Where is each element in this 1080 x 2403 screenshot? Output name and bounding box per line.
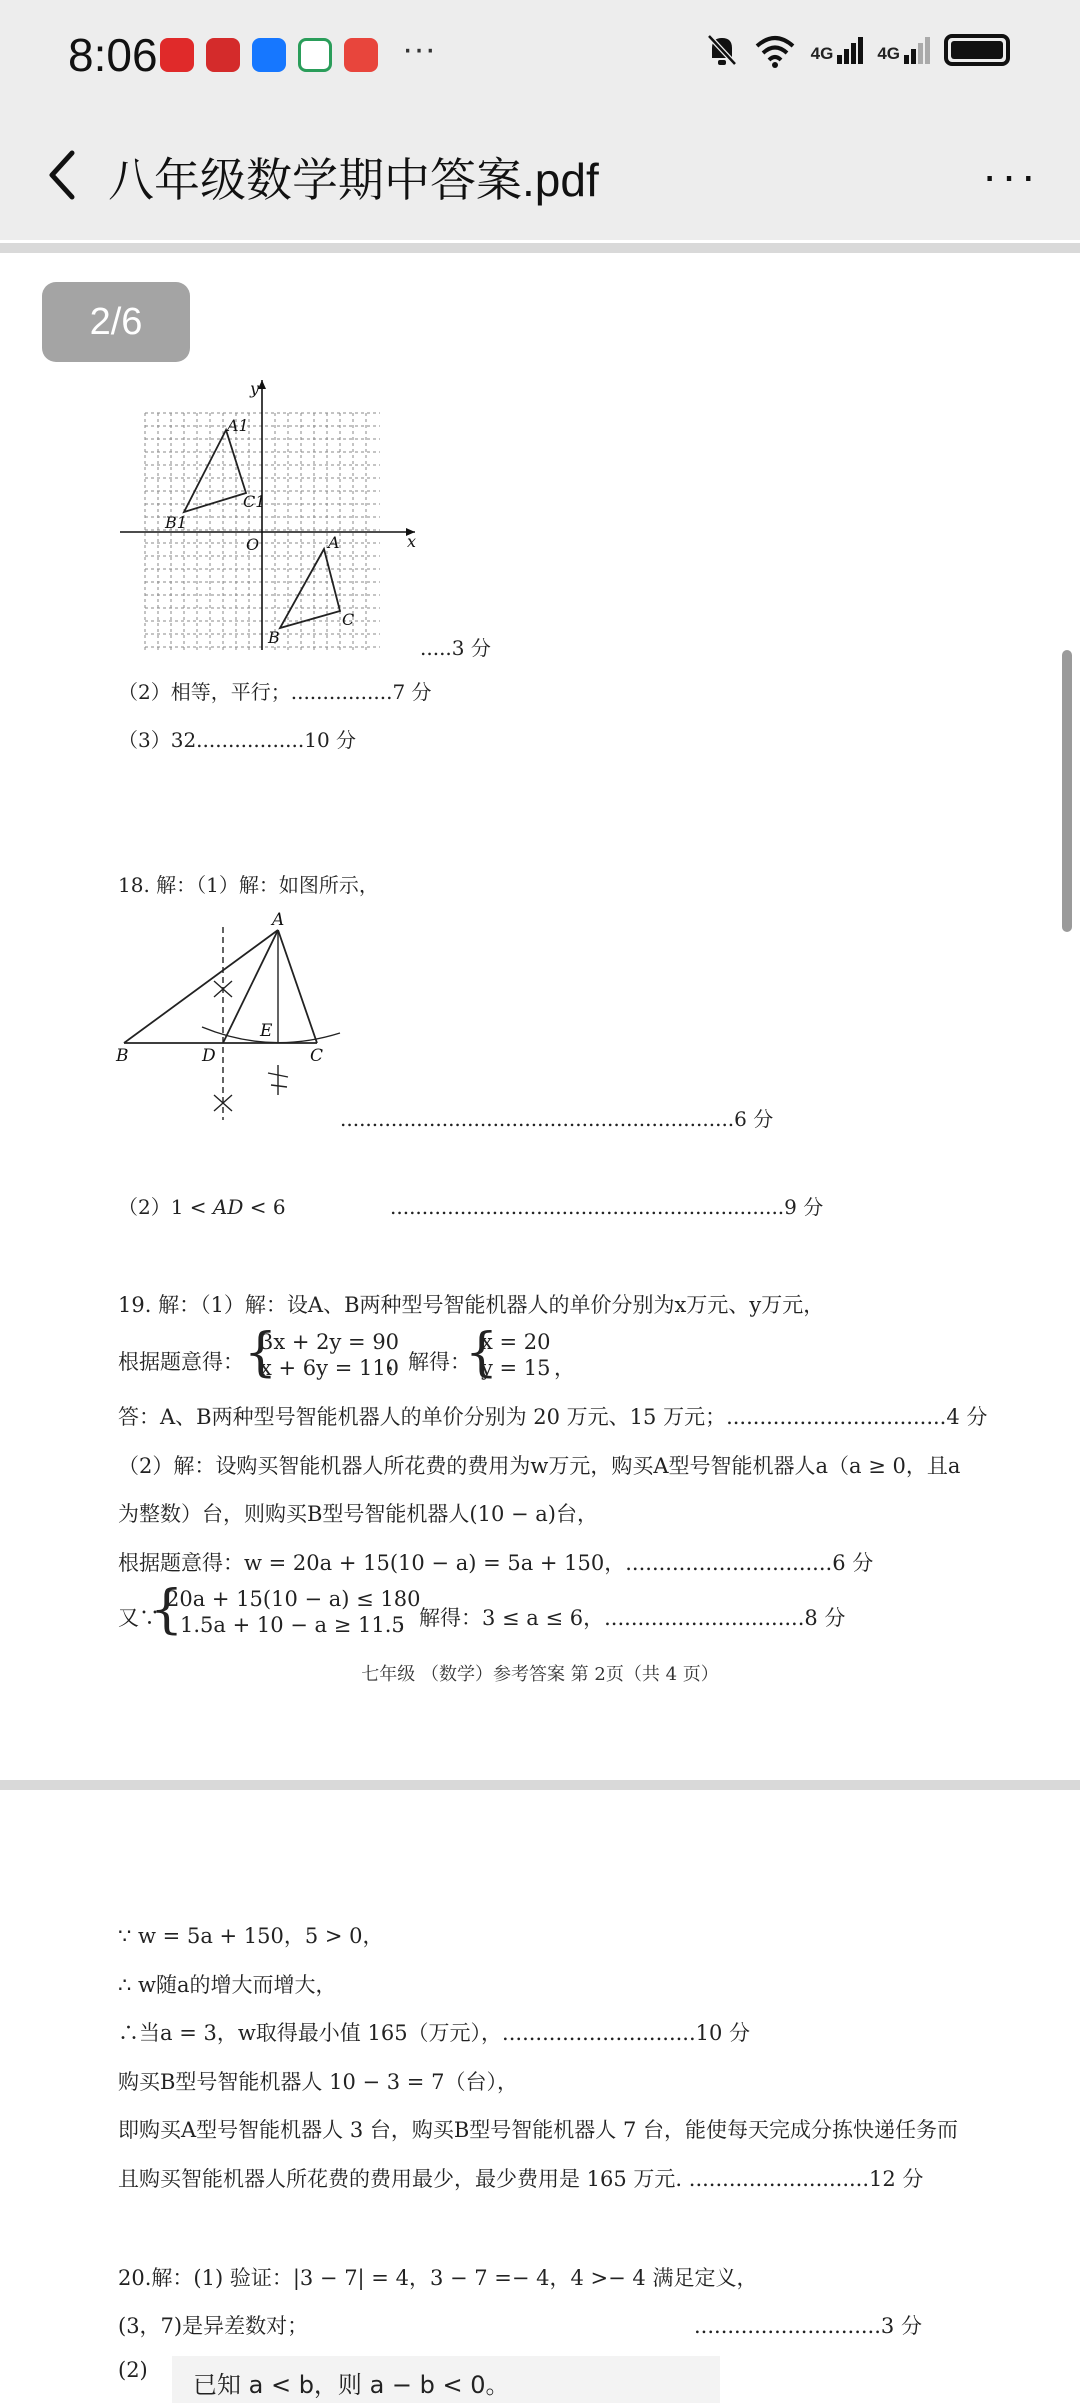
q20-known-condition: 已知 a < b，则 a − b < 0。	[193, 2371, 510, 2399]
point-b-label: B	[116, 1046, 129, 1066]
q19-line5: 为整数）台，则购买B型号智能机器人(10 − a)台，	[118, 1502, 599, 1526]
point-a-label: A	[328, 533, 340, 552]
scrollbar[interactable]	[1062, 650, 1072, 932]
q17-coordinate-figure	[115, 375, 425, 655]
axis-y-label: y	[250, 379, 260, 398]
q19-line2-pre: 根据题意得：	[118, 1350, 244, 1374]
document-title: 八年级数学期中答案.pdf	[108, 154, 599, 206]
point-c1-label: C1	[243, 492, 266, 511]
q19-line12: 即购买A型号智能机器人 3 台，购买B型号智能机器人 7 台，能使每天完成分拣快递任务而	[118, 2118, 959, 2142]
q19-line10: ∴当a = 3，w取得最小值 165（万元），.............................10 分	[118, 2021, 751, 2045]
q18-part2	[118, 1191, 286, 1220]
system2-eq2: y = 15	[481, 1356, 551, 1380]
q18-figure-score: ..............................................................6 分	[340, 1107, 774, 1131]
q19-system1	[260, 1329, 399, 1381]
status-time: 8:06	[68, 29, 158, 81]
system-brace: {	[465, 1323, 499, 1383]
point-a-label: A	[272, 910, 285, 930]
battery-icon	[944, 34, 1010, 66]
q19-line13: 且购买智能机器人所花费的费用最少，最少费用是 165 万元. ...........................12 分	[118, 2167, 924, 2191]
q18-triangle-figure	[110, 905, 350, 1130]
more-notifications-icon: ···	[402, 30, 436, 68]
page-divider	[0, 1780, 1080, 1790]
system-status	[705, 32, 1010, 68]
page-footer: 七年级 （数学）参考答案 第 2页（共 4 页）	[361, 1664, 719, 1685]
q19-system3	[166, 1586, 421, 1638]
point-a1-label: A1	[227, 416, 249, 435]
q19-line11: 购买B型号智能机器人 10 − 3 = 7（台），	[118, 2070, 518, 2094]
alipay-icon	[252, 38, 286, 72]
back-arrow-icon[interactable]	[38, 145, 88, 205]
q20-line1: 20.解：(1) 验证：|3 − 7| = 4，3 − 7 =− 4，4 >− 4 满足定义，	[118, 2266, 758, 2290]
q20-line2: (3，7)是异差数对；	[118, 2314, 309, 2338]
point-c-label: C	[310, 1046, 324, 1066]
notification-icons	[160, 38, 378, 72]
q19-line1: 19. 解：（1）解：设A、B两种型号智能机器人的单价分别为x万元、y万元，	[118, 1293, 825, 1317]
point-b1-label: B1	[165, 513, 187, 532]
q19-line2-end: ，	[554, 1356, 575, 1380]
point-b-label: B	[268, 628, 280, 647]
game-app-icon	[344, 38, 378, 72]
bank-app-icon	[206, 38, 240, 72]
q17-part3: （3）32.................10 分	[118, 728, 357, 752]
q19-line7-end: ，解得：3 ≤ a ≤ 6，..............................8 分	[398, 1606, 846, 1630]
point-e-label: E	[260, 1021, 273, 1041]
q18-intro: 18. 解：（1）解：如图所示，	[118, 873, 379, 897]
system-brace: {	[150, 1580, 184, 1640]
q19-line9: ∴ w随a的增大而增大，	[118, 1973, 337, 1997]
bank-green-icon	[298, 38, 332, 72]
page-indicator: 2/6	[42, 282, 190, 362]
system1-eq2: x + 6y = 110	[260, 1356, 400, 1380]
system-brace: {	[244, 1323, 278, 1383]
axis-x-label: x	[407, 532, 417, 551]
q18-part2-var: AD	[212, 1195, 244, 1219]
q19-line2-mid: ，解得：	[387, 1350, 471, 1374]
q18-part2-score: ..............................................................9 分	[390, 1195, 824, 1219]
signal-label: 4G	[877, 43, 900, 63]
system1-eq1: 3x + 2y = 90	[260, 1330, 400, 1354]
signal-4g-icon	[877, 37, 930, 64]
q20-part2-label: (2)	[118, 2358, 148, 2382]
q19-line8: ∵ w = 5a + 150，5 > 0，	[118, 1924, 384, 1948]
q18-part2-label: （2）1 <	[118, 1195, 213, 1219]
q17-part2: （2）相等，平行；................7 分	[118, 680, 432, 704]
system2-eq1: x = 20	[481, 1330, 551, 1354]
signal-label: 4G	[810, 43, 834, 63]
q17-figure-score: .....3 分	[420, 636, 491, 660]
system3-ineq1: 20a + 15(10 − a) ≤ 180	[166, 1587, 421, 1611]
mute-bell-icon	[705, 32, 739, 68]
q19-line7-pre: 又∵	[118, 1606, 160, 1630]
app-notification-icon	[160, 38, 194, 72]
q19-line6: 根据题意得：w = 20a + 15(10 − a) = 5a + 150，...............................6 分	[118, 1551, 874, 1575]
q18-part2-tail: < 6	[243, 1195, 286, 1219]
q19-system2	[481, 1329, 551, 1381]
point-c-label: C	[342, 610, 355, 629]
q19-line4: （2）解：设购买智能机器人所花费的费用为w万元，购买A型号智能机器人a（a ≥ 0，且a	[118, 1454, 961, 1478]
q20-line2-score: ............................3 分	[694, 2314, 922, 2338]
point-d-label: D	[202, 1046, 216, 1066]
wifi-icon	[753, 32, 797, 68]
more-options-button[interactable]: ···	[982, 149, 1040, 201]
toolbar-divider	[0, 243, 1080, 253]
origin-label: O	[246, 535, 260, 554]
q19-line3: 答：A、B两种型号智能机器人的单价分别为 20 万元、15 万元；.................................4 分	[118, 1405, 988, 1429]
system3-ineq2: 1.5a + 10 − a ≥ 11.5	[180, 1613, 405, 1637]
signal-4g-icon	[811, 37, 864, 64]
